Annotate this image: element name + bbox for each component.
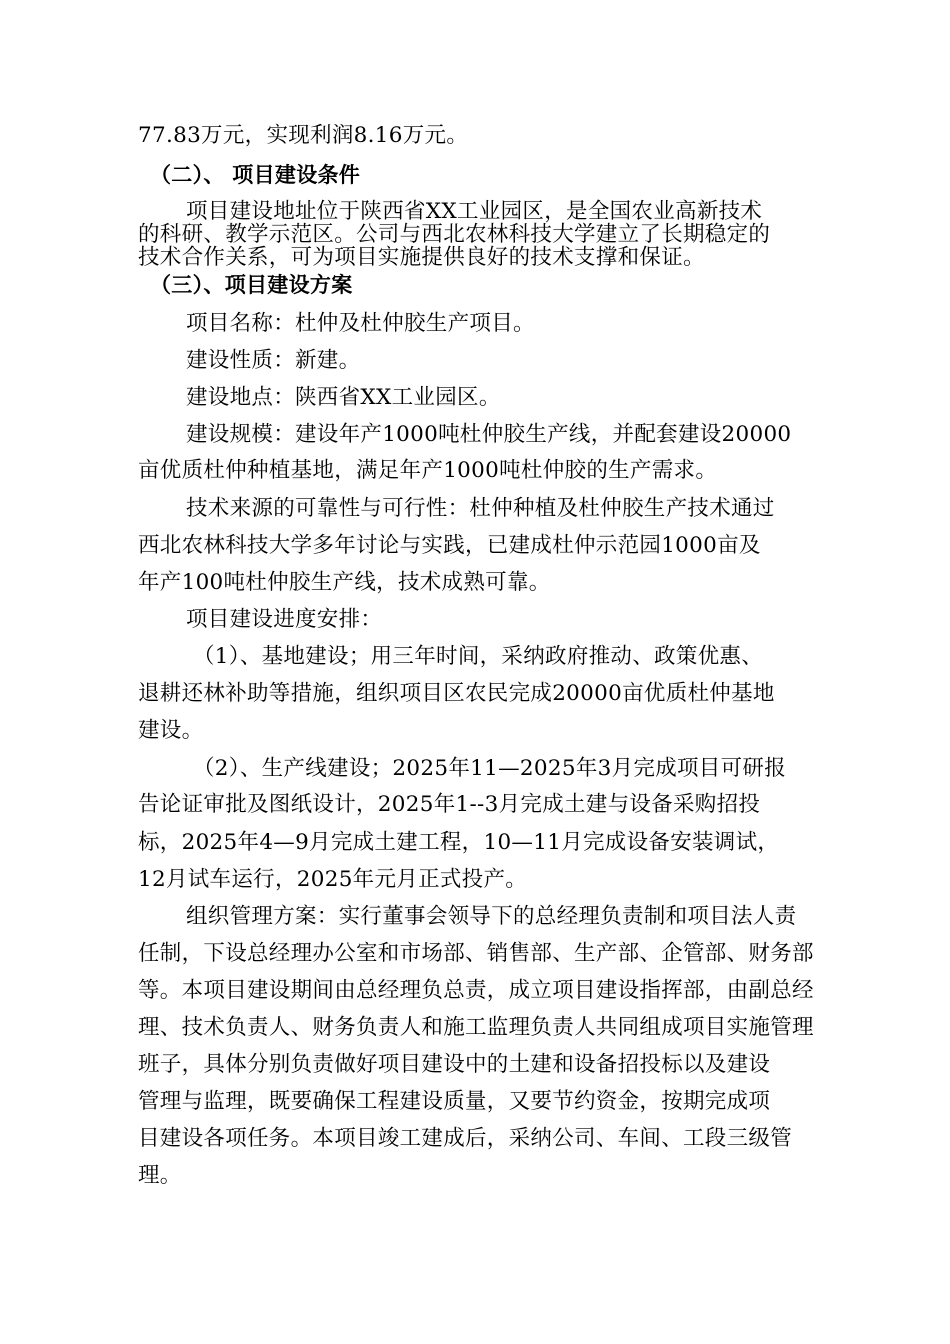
text-line: 退耕还林补助等措施，组织项目区农民完成20000亩优质杜仲基地 — [138, 681, 775, 706]
text-line: 技术来源的可靠性与可行性：杜仲种植及杜仲胶生产技术通过 — [186, 496, 775, 521]
text-line: 的科研、教学示范区。公司与西北农林科技大学建立了长期稳定的 — [138, 222, 771, 247]
text-line: 组织管理方案：实行董事会领导下的总经理负责制和项目法人责 — [186, 904, 797, 929]
section-heading: （二）、 项目建设条件 — [150, 163, 361, 187]
text-line: 建设性质：新建。 — [186, 348, 361, 373]
text-line: （1）、基地建设；用三年时间，采纳政府推动、政策优惠、 — [193, 644, 764, 669]
text-line: 建设。 — [138, 718, 204, 743]
text-line: 标，2025年4—9月完成土建工程，10—11月完成设备安装调试， — [138, 830, 780, 855]
text-line: 班子，具体分别负责做好项目建设中的土建和设备招投标以及建设 — [138, 1052, 771, 1077]
text-line: 理、技术负责人、财务负责人和施工监理负责人共同组成项目实施管理 — [138, 1015, 814, 1040]
text-line: 等。本项目建设期间由总经理负总责，成立项目建设指挥部，由副总经 — [138, 978, 814, 1003]
text-line: 12月试车运行，2025年元月正式投产。 — [138, 867, 528, 892]
text-line: 任制，下设总经理办公室和市场部、销售部、生产部、企管部、财务部 — [138, 941, 814, 966]
text-line: 建设规模：建设年产1000吨杜仲胶生产线，并配套建设20000 — [186, 422, 792, 447]
text-line: 理。 — [138, 1163, 182, 1188]
section-heading: （三）、项目建设方案 — [150, 273, 353, 297]
text-line: 目建设各项任务。本项目竣工建成后，采纳公司、车间、工段三级管 — [138, 1126, 793, 1151]
text-line: 技术合作关系，可为项目实施提供良好的技术支撑和保证。 — [138, 245, 705, 270]
text-line: 亩优质杜仲种植基地，满足年产1000吨杜仲胶的生产需求。 — [138, 458, 718, 483]
text-line: 西北农林科技大学多年讨论与实践，已建成杜仲示范园1000亩及 — [138, 533, 761, 558]
text-line: 年产100吨杜仲胶生产线，技术成熟可靠。 — [138, 570, 551, 595]
text-line: 项目建设地址位于陕西省XX工业园区，是全国农业高新技术 — [186, 199, 763, 224]
text-line: 项目建设进度安排： — [186, 607, 383, 632]
text-line: 告论证审批及图纸设计，2025年1--3月完成土建与设备采购招投 — [138, 792, 761, 817]
text-line: 项目名称：杜仲及杜仲胶生产项目。 — [186, 311, 535, 336]
text-line: （2）、生产线建设；2025年11—2025年3月完成项目可研报 — [193, 756, 786, 781]
text-line: 建设地点：陕西省XX工业园区。 — [186, 385, 501, 410]
text-line: 管理与监理，既要确保工程建设质量，又要节约资金，按期完成项 — [138, 1089, 771, 1114]
text-line: 77.83万元，实现利润8.16万元。 — [138, 123, 469, 148]
